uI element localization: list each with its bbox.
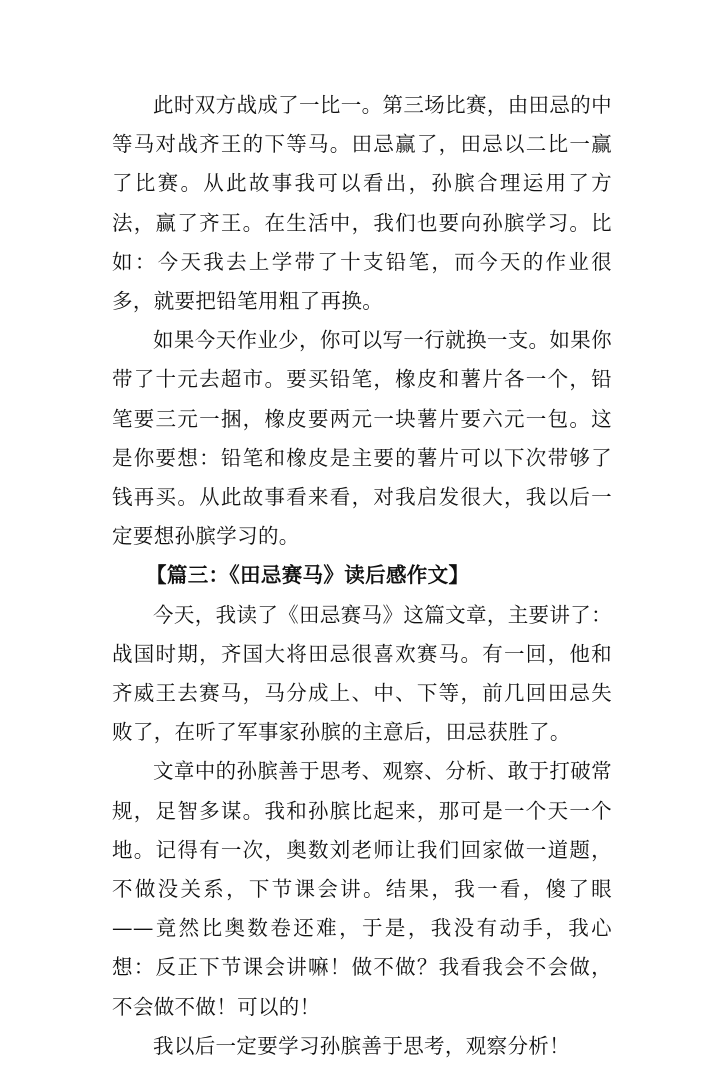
paragraph-4: 文章中的孙膑善于思考、观察、分析、敢于打破常规，足智多谋。我和孙膑比起来，那可是一个天一个地。记得有一次，奥数刘老师让我们回家做一道题，不做没关系，下节课会讲。结果，我一看，傻了眼——竟然比奥数卷还难，于是，我没有动手，我心想：反正下节课会讲嘛！做不做？我看我会不会做，不会做不做！可以的！ <box>112 759 612 1019</box>
paragraph-5: 我以后一定要学习孙膑善于思考，观察分析！ <box>153 1033 570 1058</box>
essay-body <box>112 86 612 1066</box>
paragraph-1: 此时双方战成了一比一。第三场比赛，由田忌的中等马对战齐王的下等马。田忌赢了，田忌以二比一赢了比赛。从此故事我可以看出，孙膑合理运用了方法，赢了齐王。在生活中，我们也要向孙膑学习。比如：今天我去上学带了十支铅笔，而今天的作业很多，就要把铅笔用粗了再换。 <box>112 93 612 314</box>
paragraph-3: 今天，我读了《田忌赛马》这篇文章，主要讲了：战国时期，齐国大将田忌很喜欢赛马。有一回，他和齐威王去赛马，马分成上、中、下等，前几回田忌失败了，在听了军事家孙膑的主意后，田忌获胜了。 <box>112 602 612 745</box>
section-heading: 【篇三：《田忌赛马》读后感作文】 <box>146 563 470 588</box>
paragraph-2: 如果今天作业少，你可以写一行就换一支。如果你带了十元去超市。要买铅笔，橡皮和薯片各一个，铅笔要三元一捆，橡皮要两元一块薯片要六元一包。这是你要想：铅笔和橡皮是主要的薯片可以下次带够了钱再买。从此故事看来看，对我启发很大，我以后一定要想孙膑学习的。 <box>112 328 612 549</box>
